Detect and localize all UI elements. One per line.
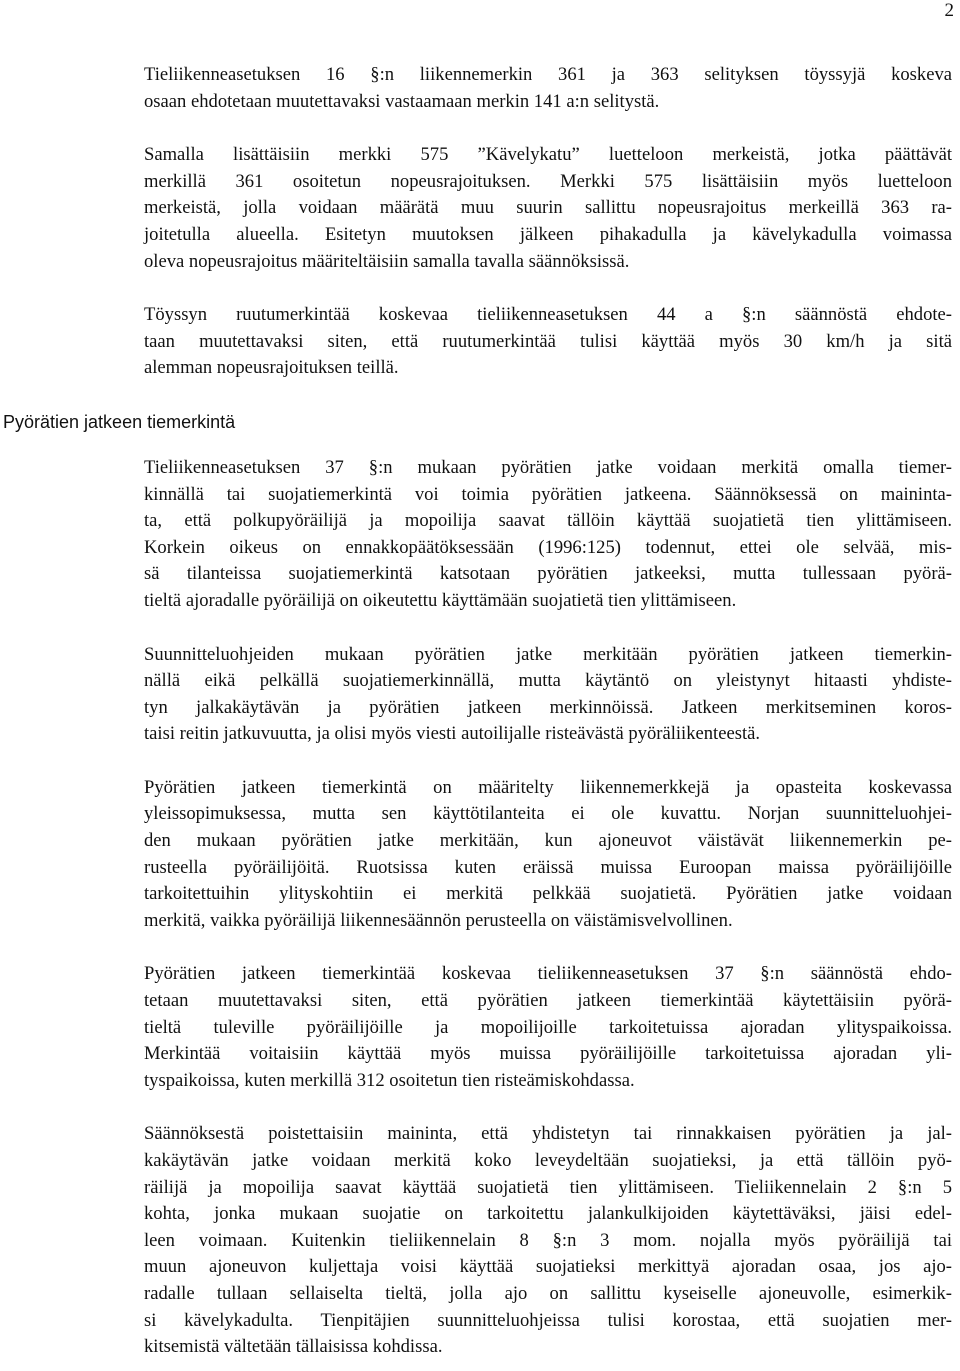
text-line: kinnällä tai suojatiemerkintä voi toimia pyörätien jatkeena. Säännöksessä on maininta- (144, 483, 952, 505)
text-line: tarkoitettuihin ylityskohtiin ei merkitä pelkkää suojatietä. Pyörätien jatke voidaan (144, 883, 952, 905)
text-line: leen voimaan. Kuitenkin tieliikennelain 8 §:n 3 mom. nojalla myös pyöräilijä tai (144, 1229, 952, 1251)
text-line: tyspaikoissa, kuten merkillä 312 osoitetun tien risteämiskohdassa. (144, 1069, 635, 1091)
text-line: kitsemistä vältetään tällaisissa kohdissa. (144, 1336, 443, 1358)
text-line: Samalla lisättäisiin merkki 575 ”Kävelykatu” luetteloon merkeistä, jotka päättävät (144, 144, 952, 166)
text-line: osaan ehdotetaan muutettavaksi vastaamaan merkin 141 a:n selitystä. (144, 90, 660, 112)
text-line: alemman nopeusrajoituksen teillä. (144, 357, 399, 379)
paragraph-4 (144, 455, 952, 615)
text-line: kohta, jonka mukaan suojatie on tarkoitettu jalankulkijoiden käytettäväksi, jäisi edel- (144, 1203, 952, 1225)
text-line: si kävelykadulta. Tienpitäjien suunnitteluohjeissa tulisi korostaa, että suojatien mer- (144, 1309, 952, 1331)
text-line: yleissopimuksessa, mutta sen käyttötilanteita ei ole kuvattu. Norjan suunnitteluohjei- (144, 803, 952, 825)
text-line: Tieliikenneasetuksen 37 §:n mukaan pyörätien jatke voidaan merkitä omalla tiemer- (144, 456, 952, 478)
text-line: joitetulla alueella. Esitetyn muutoksen jälkeen pihakadulla ja kävelykadulla voimassa (144, 223, 952, 245)
text-line: räilijä ja mopoilija saavat käyttää suojatietä tien ylittämiseen. Tieliikennelain 2 §:n 5 (144, 1176, 952, 1198)
text-line: tieltä tuleville pyöräilijöille ja mopoilijoille tarkoitetuissa ajoradan ylityspaikoissa. (144, 1016, 952, 1038)
text-line: tetaan muutettavaksi siten, että pyörätien jatkeen tiemerkintää käytettäisiin pyörä- (144, 990, 952, 1012)
text-line: tyn jalkakäytävän ja pyörätien jatkeen merkinnöissä. Jatkeen merkitseminen koros- (144, 696, 952, 718)
text-line: merkillä 361 osoitetun nopeusrajoituksen. Merkki 575 lisättäisiin myös luetteloon (144, 170, 952, 192)
text-line: merkitä, vaikka pyöräilijä liikennesäännön perusteella on väistämisvelvollinen. (144, 909, 733, 931)
text-line: merkeistä, jolla voidaan määrätä muu suurin sallittu nopeusrajoitus merkeillä 363 ra- (144, 197, 952, 219)
text-line: muun ajoneuvon kuljettaja voisi käyttää suojatieksi merkittyä ajoradan osaa, jos ajo- (144, 1256, 952, 1278)
paragraph-6 (144, 775, 952, 935)
paragraph-8 (144, 1121, 952, 1360)
paragraph-1 (144, 62, 952, 115)
text-line: Merkintää voitaisiin käyttää myös muissa pyöräilijöille tarkoitetuissa ajoradan yli- (144, 1043, 952, 1065)
text-line: Tieliikenneasetuksen 16 §:n liikennemerkin 361 ja 363 selityksen töyssyjä koskeva (144, 64, 952, 85)
paragraph-3 (144, 302, 952, 382)
text-line: radalle tullaan sellaiselta tieltä, jolla ajo on sallittu kyseiselle ajoneuvolle, esimerkik- (144, 1282, 952, 1304)
text-line: nällä eikä pelkällä suojatiemerkinnällä, mutta käytäntö on yleistynyt hitaasti yhdiste- (144, 670, 952, 692)
text-line: Töyssyn ruutumerkintää koskevaa tieliikenneasetuksen 44 a §:n säännöstä ehdote- (144, 304, 952, 326)
text-line: ta, että polkupyöräilijä ja mopoilija saavat tällöin käyttää suojatietä tien ylittämiseen. (144, 510, 952, 532)
text-line: Pyörätien jatkeen tiemerkintää koskevaa tieliikenneasetuksen 37 §:n säännöstä ehdo- (144, 963, 952, 985)
text-line: oleva nopeusrajoitus määriteltäisiin samalla tavalla säännöksissä. (144, 250, 630, 272)
paragraph-7 (144, 961, 952, 1094)
text-line: Korkein oikeus on ennakkopäätöksessään (1996:125) todennut, ettei ole selvää, mis- (144, 536, 952, 558)
text-line: Pyörätien jatkeen tiemerkintä on määritelty liikennemerkkejä ja opasteita koskevassa (144, 776, 952, 798)
text-line: rusteella pyöräilijöitä. Ruotsissa kuten eräissä muissa Euroopan maissa pyöräilijöille (144, 856, 952, 878)
text-line: sä tilanteissa suojatiemerkintä katsotaan pyörätien jatkeeksi, mutta tullessaan pyörä- (144, 563, 952, 585)
text-line: taan muutettavaksi siten, että ruutumerkintää tulisi käyttää myös 30 km/h ja sitä (144, 330, 952, 352)
paragraph-2 (144, 142, 952, 275)
text-line: taisi reitin jatkuvuutta, ja olisi myös viesti autoilijalle risteävästä pyöräliikenteestä. (144, 723, 761, 745)
text-line: Säännöksestä poistettaisiin maininta, että yhdistetyn tai rinnakkaisen pyörätien ja jal- (144, 1123, 952, 1145)
text-line: Suunnitteluohjeiden mukaan pyörätien jatke merkitään pyörätien jatkeen tiemerkin- (144, 643, 952, 665)
body-text (144, 62, 952, 1361)
text-line: tieltä ajoradalle pyöräilijä on oikeutettu käyttämään suojatietä tien ylittämiseen. (144, 589, 737, 611)
paragraph-5 (144, 642, 952, 748)
section-side-heading: Pyörätien jatkeen tiemerkintä (3, 412, 236, 432)
page-number: 2 (944, 0, 954, 21)
text-line: den mukaan pyörätien jatke merkitään, kun ajoneuvot väistävät liikennemerkin pe- (144, 830, 952, 852)
text-line: kakäytävän jatke voidaan merkitä koko leveydeltään suojatieksi, ja että tällöin pyö- (144, 1150, 952, 1171)
